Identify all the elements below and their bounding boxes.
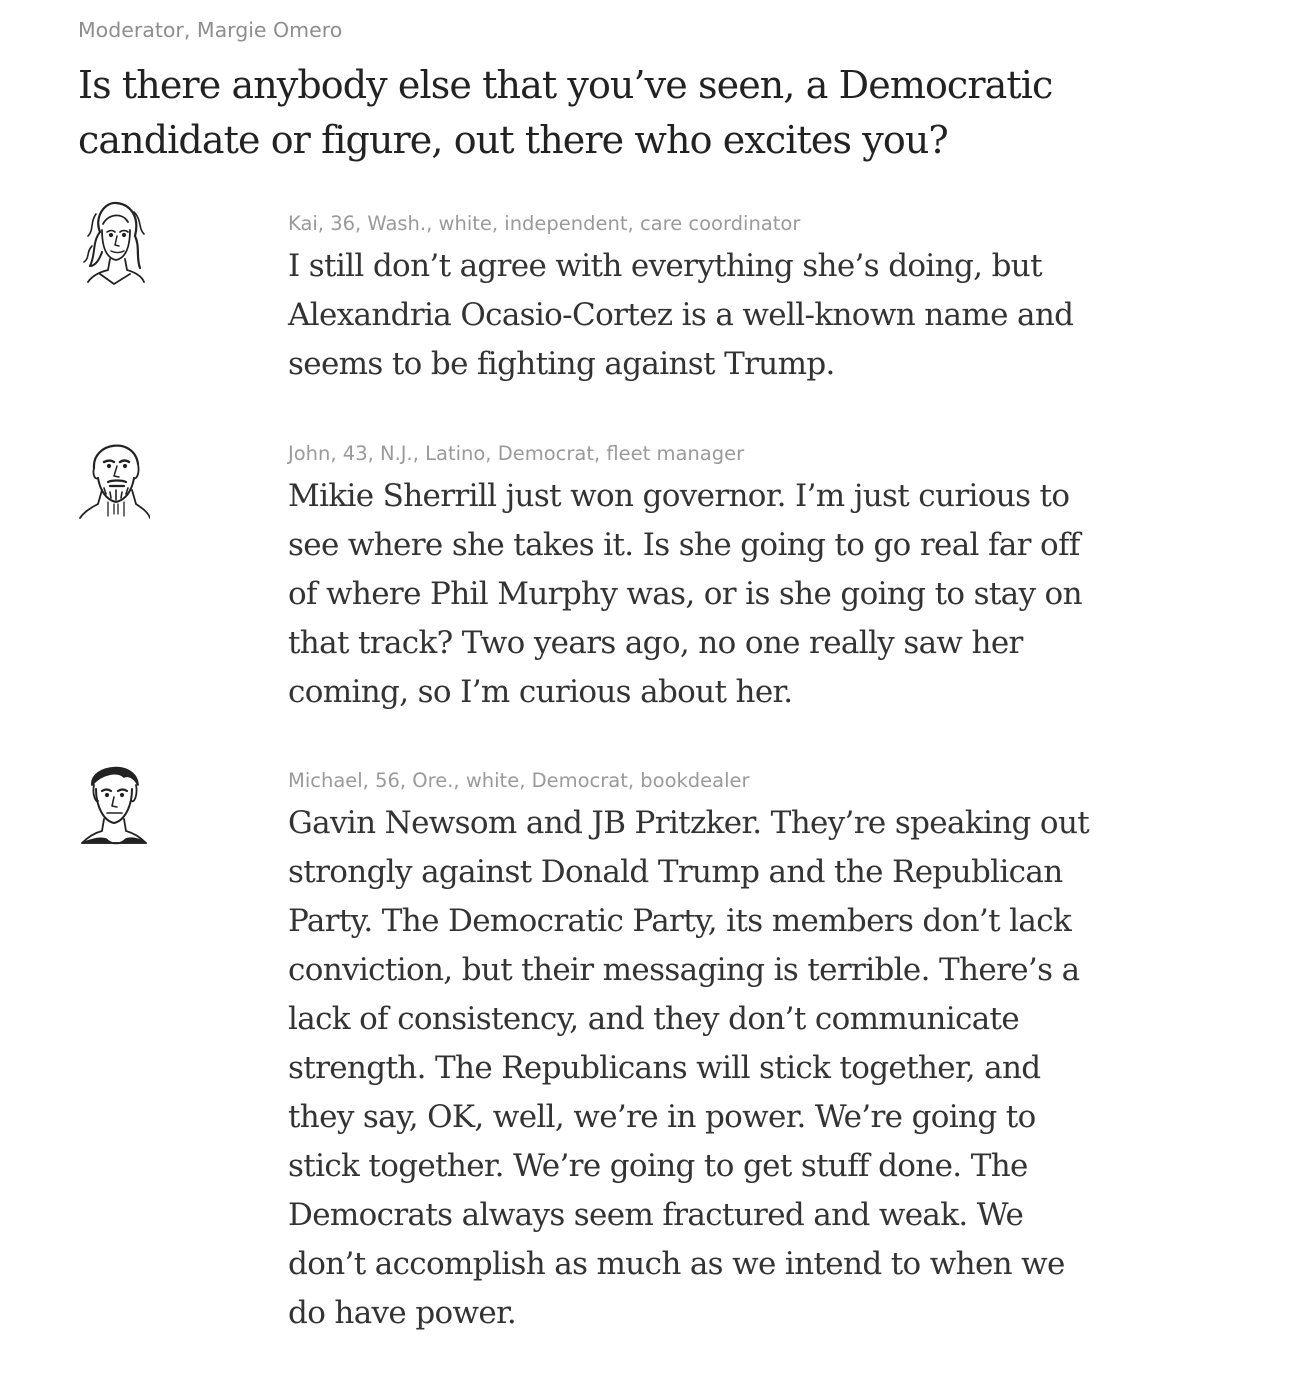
moderator-label: Moderator, Margie Omero	[78, 18, 343, 42]
portrait-sketch-icon	[78, 196, 150, 288]
response-text: Gavin Newsom and JB Pritzker. They’re speaking out strongly against Donald Trump and the Republican Party. The Democratic Party, its members don’t lack conviction, but their messaging is terrible. There’s a lack of consistency, and they don’t communicate strength. The Republicans will stick together, and they say, OK, well, we’re in power. We’re going to stick together. We’re going to get stuff done. The Democrats always seem fractured and weak. We don’t accomplish as much as we intend to when we do have power.	[288, 805, 1090, 1331]
speaker-label: John, 43, N.J., Latino, Democrat, fleet manager	[288, 442, 745, 465]
speaker-label: Michael, 56, Ore., white, Democrat, bookdealer	[288, 769, 750, 792]
moderator-question: Is there anybody else that you’ve seen, a Democratic candidate or figure, out there who excites you?	[78, 63, 1053, 162]
response-text: Mikie Sherrill just won governor. I’m just curious to see where she takes it. Is she going to go real far off of where Phil Murphy was, or is she going to stay on that track? Two years ago, no one really saw her coming, so I’m curious about her.	[288, 478, 1082, 710]
response-text: I still don’t agree with everything she’s doing, but Alexandria Ocasio-Cortez is a well-known name and seems to be fighting against Trump.	[288, 248, 1074, 382]
portrait-sketch-icon	[78, 755, 150, 847]
portrait-sketch-icon	[78, 428, 150, 520]
speaker-label: Kai, 36, Wash., white, independent, care coordinator	[288, 212, 801, 235]
